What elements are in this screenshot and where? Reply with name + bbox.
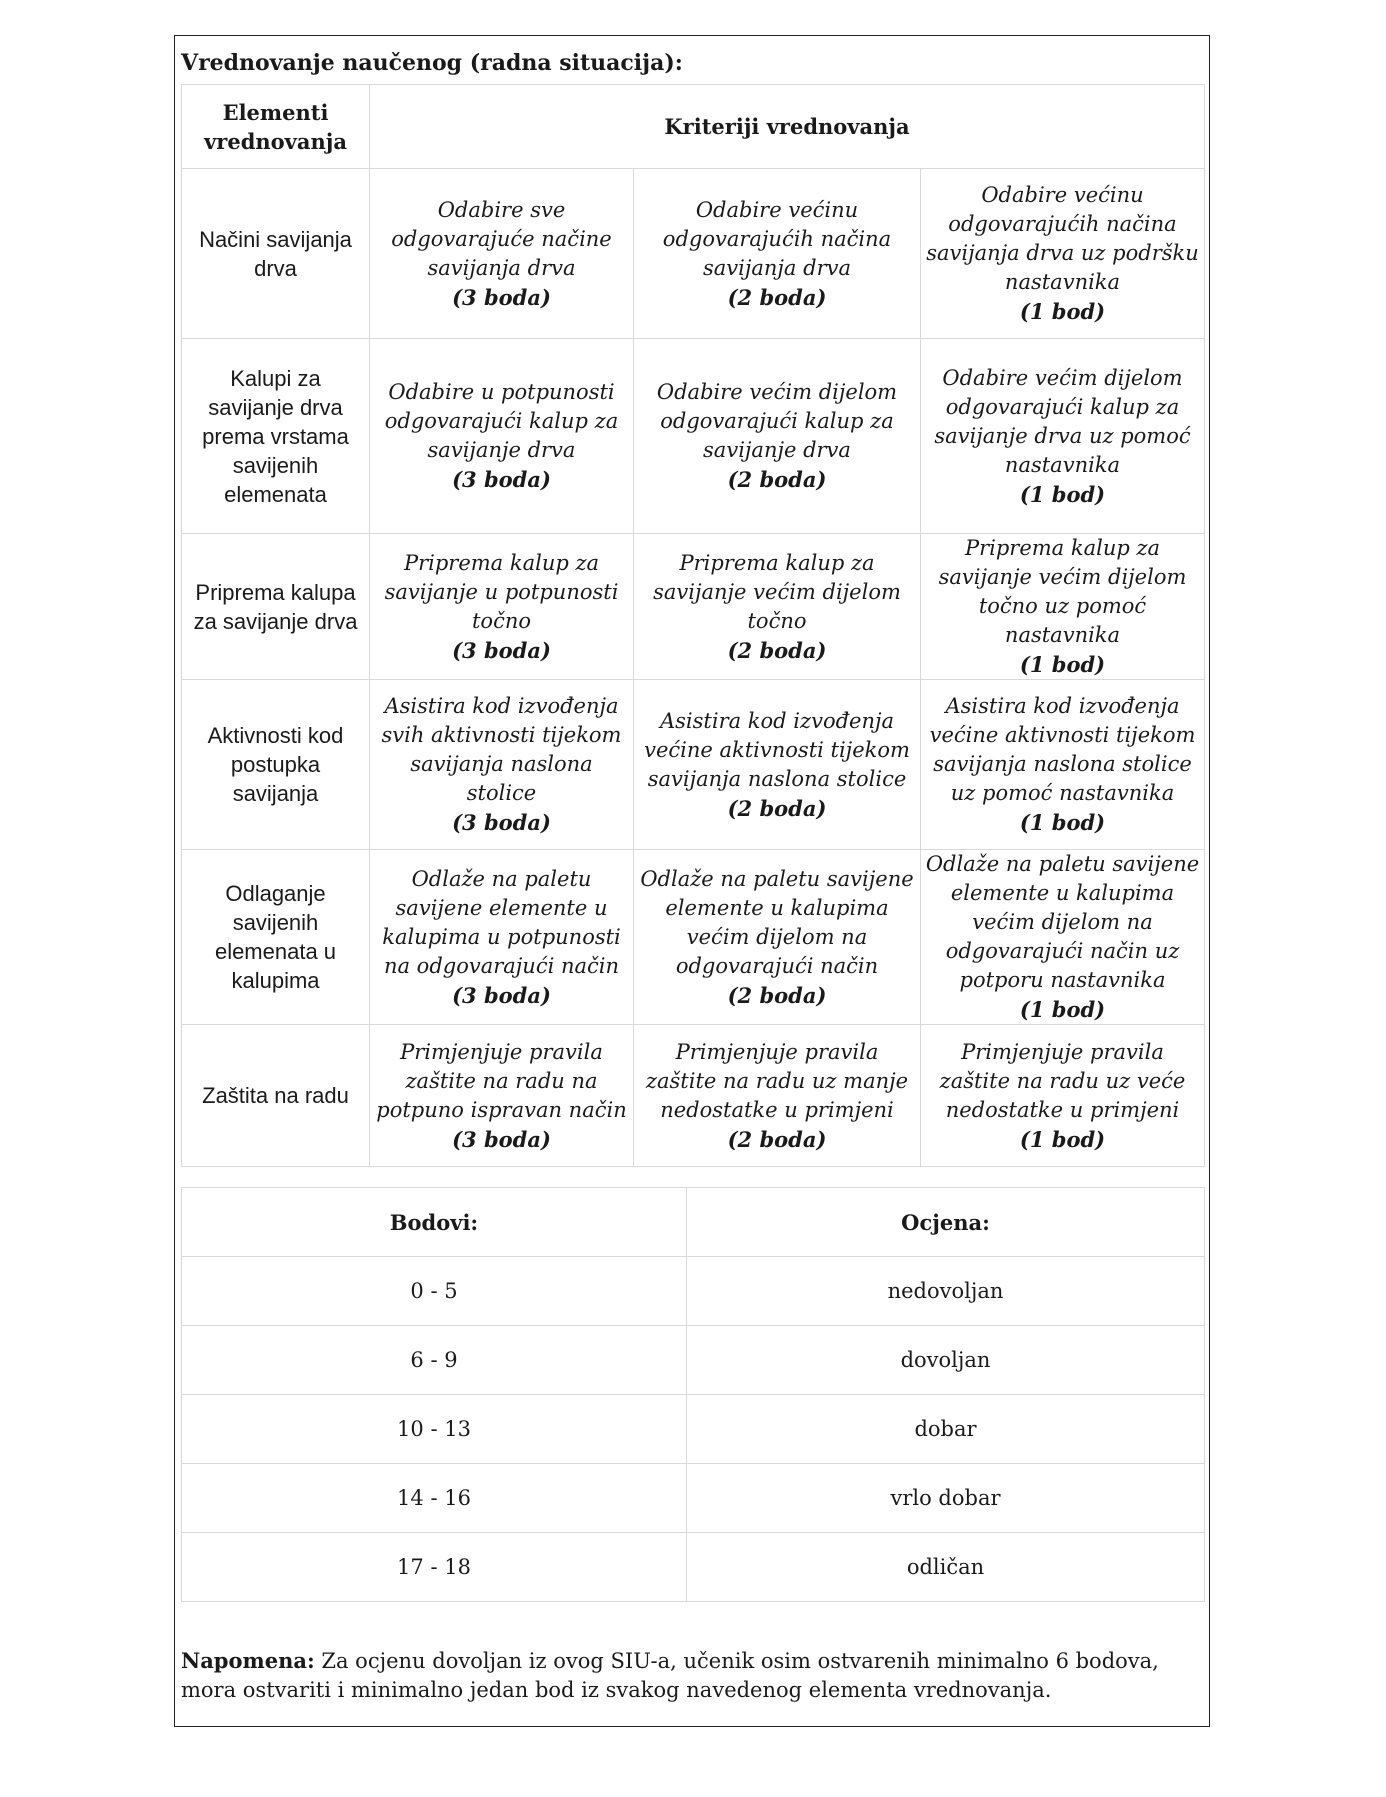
criterion-level-3 xyxy=(370,850,634,1025)
grade-value: dobar xyxy=(687,1395,1205,1464)
points-range: 14 - 16 xyxy=(182,1464,687,1533)
criterion-level-1 xyxy=(921,169,1205,339)
criterion-level-2 xyxy=(634,1025,921,1167)
header-grade: Ocjena: xyxy=(687,1188,1205,1257)
points-range: 0 - 5 xyxy=(182,1257,687,1326)
criterion-points: (2 boda) xyxy=(727,1126,827,1152)
criterion-text: Odlaže na paletu savijene elemente u kalupima većim dijelom na odgovarajući način xyxy=(640,866,914,978)
criterion-level-3 xyxy=(370,680,634,850)
table-row xyxy=(182,1464,1205,1533)
element-label: Zaštita na radu xyxy=(182,1025,370,1167)
grades-table xyxy=(181,1187,1205,1602)
criterion-level-2 xyxy=(634,534,921,680)
criterion-level-3 xyxy=(370,169,634,339)
criterion-text: Odabire većim dijelom odgovarajući kalup za savijanje drva xyxy=(656,380,898,462)
criterion-points: (1 bod) xyxy=(1019,997,1106,1022)
criterion-text: Asistira kod izvođenja većine aktivnosti tijekom savijanja naslona stolice uz pomoć nastavnika xyxy=(929,694,1196,805)
criterion-level-1 xyxy=(921,680,1205,850)
points-range: 10 - 13 xyxy=(182,1395,687,1464)
criterion-text: Odabire u potpunosti odgovarajući kalup za savijanje drva xyxy=(384,380,619,462)
note xyxy=(181,1646,1201,1705)
criterion-level-3 xyxy=(370,339,634,534)
criterion-text: Priprema kalup za savijanje u potpunosti točno xyxy=(384,550,619,633)
criterion-text: Primjenjuje pravila zaštite na radu uz veće nedostatke u primjeni xyxy=(939,1039,1186,1122)
note-text: Za ocjenu dovoljan iz ovog SIU-a, učenik osim ostvarenih minimalno 6 bodova, mora ostvariti i minimalno jedan bod iz svakog navedenog elementa vrednovanja. xyxy=(181,1649,1159,1702)
criterion-level-1 xyxy=(921,1025,1205,1167)
element-label: Načini savijanja drva xyxy=(182,169,370,339)
table-row xyxy=(182,534,1205,680)
criterion-points: (3 boda) xyxy=(452,982,551,1008)
grades-header-row xyxy=(182,1188,1205,1257)
table-row xyxy=(182,850,1205,1025)
table-row xyxy=(182,339,1205,534)
element-label: Kalupi za savijanje drva prema vrstama savijenih elemenata xyxy=(182,339,370,534)
grade-value: dovoljan xyxy=(687,1326,1205,1395)
criterion-points: (1 bod) xyxy=(1019,481,1106,507)
criterion-points: (1 bod) xyxy=(1019,652,1106,677)
criterion-level-2 xyxy=(634,680,921,850)
criterion-points: (2 boda) xyxy=(727,284,827,310)
header-criteria: Kriteriji vrednovanja xyxy=(370,85,1205,169)
criterion-points: (2 boda) xyxy=(727,637,827,663)
criterion-text: Priprema kalup za savijanje većim dijelom točno xyxy=(653,550,901,633)
criterion-points: (3 boda) xyxy=(452,467,551,492)
criterion-text: Odlaže na paletu savijene elemente u kalupima u potpunosti na odgovarajući način xyxy=(382,866,621,978)
table-row xyxy=(182,1533,1205,1602)
table-row xyxy=(182,1395,1205,1464)
note-label: Napomena: xyxy=(181,1648,315,1673)
header-points: Bodovi: xyxy=(182,1188,687,1257)
criterion-level-3 xyxy=(370,1025,634,1167)
table-row xyxy=(182,169,1205,339)
element-label: Priprema kalupa za savijanje drva xyxy=(182,534,370,680)
element-label: Odlaganje savijenih elemenata u kalupima xyxy=(182,850,370,1025)
criterion-level-1 xyxy=(921,534,1205,680)
criterion-text: Asistira kod izvođenja svih aktivnosti tijekom savijanja naslona stolice xyxy=(381,694,622,805)
grade-value: nedovoljan xyxy=(687,1257,1205,1326)
criterion-points: (2 boda) xyxy=(727,467,827,492)
criterion-text: Primjenjuje pravila zaštite na radu uz manje nedostatke u primjeni xyxy=(645,1039,909,1122)
criterion-text: Odabire većim dijelom odgovarajući kalup za savijanje drva uz pomoć nastavnika xyxy=(934,365,1191,477)
criterion-text: Asistira kod izvođenja većine aktivnosti tijekom savijanja naslona stolice xyxy=(644,708,910,791)
criterion-points: (3 boda) xyxy=(452,1126,551,1152)
page-title: Vrednovanje naučenog (radna situacija): xyxy=(181,50,683,76)
criterion-level-2 xyxy=(634,339,921,534)
criterion-points: (3 boda) xyxy=(452,284,551,310)
criterion-text: Odabire sve odgovarajuće načine savijanja drva xyxy=(391,197,612,280)
points-range: 6 - 9 xyxy=(182,1326,687,1395)
grade-value: odličan xyxy=(687,1533,1205,1602)
criterion-points: (2 boda) xyxy=(727,982,827,1008)
criterion-text: Odabire većinu odgovarajućih načina savijanja drva xyxy=(662,197,892,280)
table-row xyxy=(182,1326,1205,1395)
criterion-points: (1 bod) xyxy=(1019,1126,1106,1152)
table-row xyxy=(182,680,1205,850)
table-row xyxy=(182,1025,1205,1167)
criterion-level-1 xyxy=(921,850,1205,1025)
grade-value: vrlo dobar xyxy=(687,1464,1205,1533)
criterion-points: (2 boda) xyxy=(727,795,827,821)
criterion-points: (1 bod) xyxy=(1019,299,1106,324)
element-label: Aktivnosti kod postupka savijanja xyxy=(182,680,370,850)
criterion-points: (3 boda) xyxy=(452,810,551,835)
table-row xyxy=(182,1257,1205,1326)
criterion-points: (1 bod) xyxy=(1019,810,1106,835)
criterion-text: Primjenjuje pravila zaštite na radu na potpuno ispravan način xyxy=(376,1039,627,1122)
criteria-header-row xyxy=(182,85,1205,169)
criterion-text: Odabire većinu odgovarajućih načina savijanja drva uz podršku nastavnika xyxy=(926,183,1199,294)
criterion-text: Odlaže na paletu savijene elemente u kalupima većim dijelom na odgovarajući način uz potporu nastavnika xyxy=(925,852,1200,992)
criterion-level-3 xyxy=(370,534,634,680)
criterion-points: (3 boda) xyxy=(452,637,551,663)
header-elements: Elementi vrednovanja xyxy=(182,85,370,169)
criterion-level-2 xyxy=(634,169,921,339)
criterion-level-2 xyxy=(634,850,921,1025)
points-range: 17 - 18 xyxy=(182,1533,687,1602)
criterion-level-1 xyxy=(921,339,1205,534)
criteria-table xyxy=(181,84,1205,1167)
criterion-text: Priprema kalup za savijanje većim dijelom točno uz pomoć nastavnika xyxy=(938,536,1187,647)
